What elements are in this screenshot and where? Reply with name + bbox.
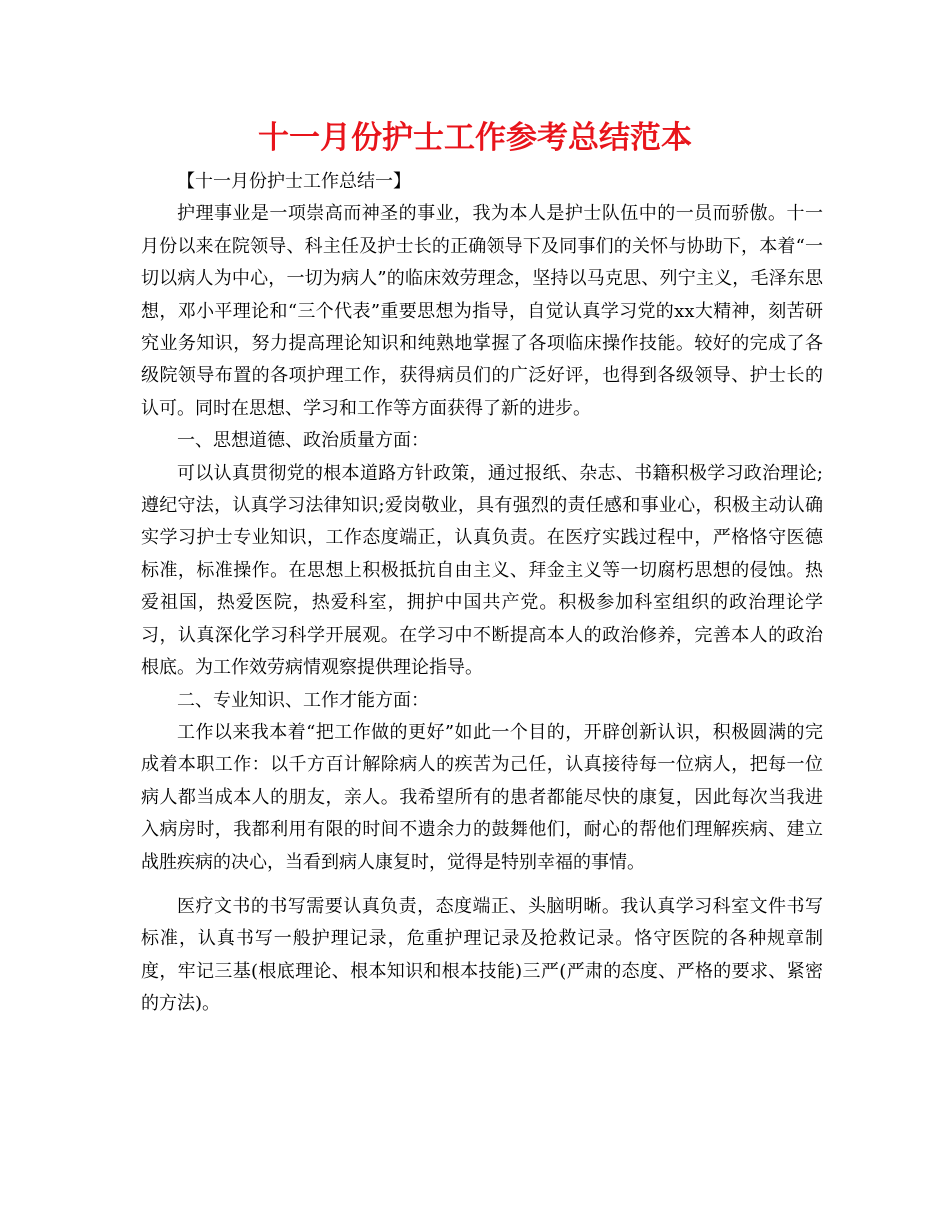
body-paragraph: 可以认真贯彻党的根本道路方针政策，通过报纸、杂志、书籍积极学习政治理论;遵纪守法，认真学习法律知识;爱岗敬业，具有强烈的责任感和事业心，积极主动认确实学习护士专业知识，工作态度端正，认真负责。在医疗实践过程中，严格恪守医德标准，标准操作。在思想上积极抵抗自由主义、拜金主义等一切腐朽思想的侵蚀。热爱祖国，热爱医院，热爱科室，拥护中国共产党。积极参加科室组织的政治理论学习，认真深化学习科学开展观。在学习中不断提高本人的政治修养，完善本人的政治根底。为工作效劳病情观察提供理论指导。: [141, 462, 823, 679]
body-paragraph: 护理事业是一项崇高而神圣的事业，我为本人是护士队伍中的一员而骄傲。十一月份以来在院领导、科主任及护士长的正确领导下及同事们的关怀与协助下，本着“一切以病人为中心，一切为病人”的临床效劳理念，坚持以马克思、列宁主义，毛泽东思想，邓小平理论和“三个代表”重要思想为指导，自觉认真学习党的xx大精神，刻苦研究业务知识，努力提高理论知识和纯熟地掌握了各项临床操作技能。较好的完成了各级院领导布置的各项护理工作，获得病员们的广泛好评，也得到各级领导、护士长的认可。同时在思想、学习和工作等方面获得了新的进步。: [141, 203, 823, 419]
document-body: [141, 166, 823, 1021]
section-heading: 一、思想道德、政治质量方面：: [177, 430, 429, 452]
body-paragraph: 医疗文书的书写需要认真负责，态度端正、头脑明晰。我认真学习科室文件书写标准，认真书写一般护理记录，危重护理记录及抢救记录。恪守医院的各种规章制度，牢记三基(根底理论、根本知识和根本技能)三严(严肃的态度、严格的要求、紧密的方法)。: [141, 895, 823, 1015]
document-title: 十一月份护士工作参考总结范本: [258, 120, 692, 156]
section-heading: 二、专业知识、工作才能方面：: [177, 689, 429, 711]
body-paragraph: 工作以来我本着“把工作做的更好”如此一个目的，开辟创新认识，积极圆满的完成着本职工作：以千方百计解除病人的疾苦为己任，认真接待每一位病人，把每一位病人都当成本人的朋友，亲人。我希望所有的患者都能尽快的康复，因此每次当我进入病房时，我都利用有限的时间不遗余力的鼓舞他们，耐心的帮他们理解疾病、建立战胜疾病的决心，当看到病人康复时，觉得是特别幸福的事情。: [141, 721, 823, 873]
section-heading: 【十一月份护士工作总结一】: [177, 171, 411, 192]
